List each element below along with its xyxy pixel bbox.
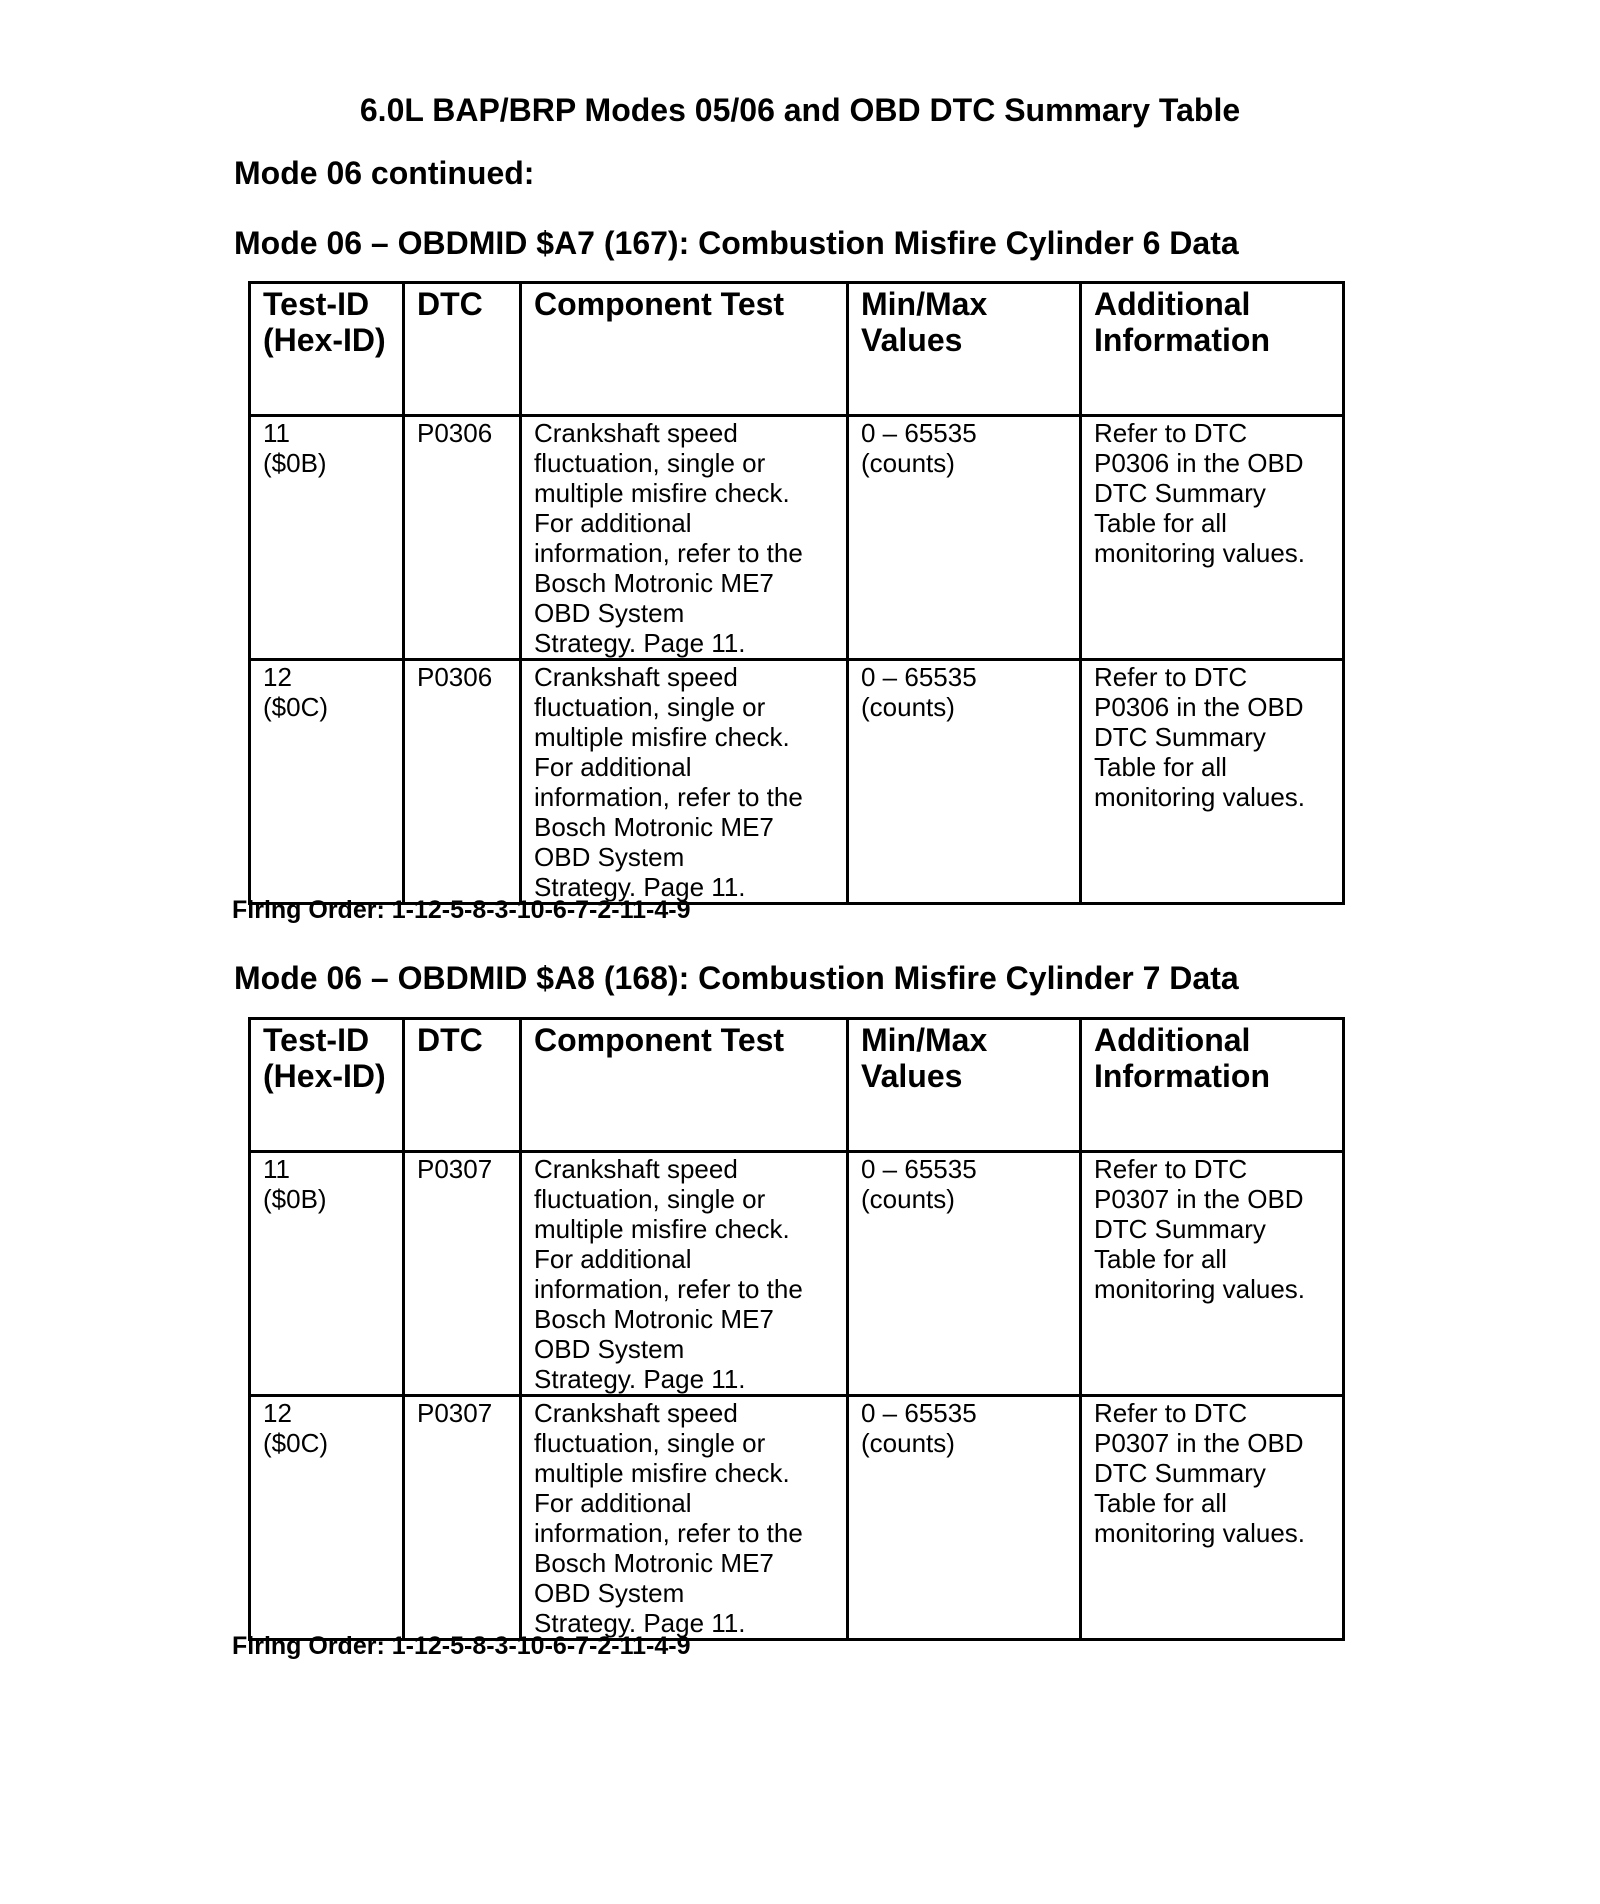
table-row <box>250 660 1344 904</box>
table-cell: 0 – 65535 (counts) <box>848 1396 1081 1640</box>
table-cell: P0307 <box>404 1396 521 1640</box>
table-cell: 11 ($0B) <box>250 1152 404 1396</box>
subheading: Mode 06 continued: <box>234 155 535 191</box>
table-cell: Crankshaft speed fluctuation, single or multiple misfire check. For additional information, refer to the Bosch Motronic ME7 OBD System Strategy. Page 11. <box>521 416 848 660</box>
column-header: DTC <box>404 1019 521 1152</box>
column-header: Min/Max Values <box>848 283 1081 416</box>
dtc-table <box>248 281 1345 905</box>
table-cell: Crankshaft speed fluctuation, single or multiple misfire check. For additional information, refer to the Bosch Motronic ME7 OBD System Strategy. Page 11. <box>521 660 848 904</box>
column-header: Min/Max Values <box>848 1019 1081 1152</box>
firing-order: Firing Order: 1-12-5-8-3-10-6-7-2-11-4-9 <box>232 896 691 924</box>
table-cell: Refer to DTC P0307 in the OBD DTC Summary Table for all monitoring values. <box>1081 1152 1344 1396</box>
column-header: DTC <box>404 283 521 416</box>
firing-order: Firing Order: 1-12-5-8-3-10-6-7-2-11-4-9 <box>232 1632 691 1660</box>
column-header: Additional Information <box>1081 1019 1344 1152</box>
table-cell: 0 – 65535 (counts) <box>848 416 1081 660</box>
column-header: Test-ID (Hex-ID) <box>250 283 404 416</box>
section-title: Mode 06 – OBDMID $A8 (168): Combustion Misfire Cylinder 7 Data <box>234 960 1239 996</box>
table-cell: 0 – 65535 (counts) <box>848 1152 1081 1396</box>
table-cell: 12 ($0C) <box>250 660 404 904</box>
column-header: Component Test <box>521 1019 848 1152</box>
table-cell: 11 ($0B) <box>250 416 404 660</box>
table-cell: Crankshaft speed fluctuation, single or multiple misfire check. For additional information, refer to the Bosch Motronic ME7 OBD System Strategy. Page 11. <box>521 1396 848 1640</box>
table-cell: 12 ($0C) <box>250 1396 404 1640</box>
document-title: 6.0L BAP/BRP Modes 05/06 and OBD DTC Summary Table <box>359 92 1241 128</box>
table-cell: P0306 <box>404 660 521 904</box>
column-header: Additional Information <box>1081 283 1344 416</box>
table-cell: Refer to DTC P0306 in the OBD DTC Summary Table for all monitoring values. <box>1081 416 1344 660</box>
column-header: Component Test <box>521 283 848 416</box>
table-row <box>250 416 1344 660</box>
table-header-row <box>250 1019 1344 1152</box>
table-cell: Refer to DTC P0306 in the OBD DTC Summary Table for all monitoring values. <box>1081 660 1344 904</box>
table-cell: 0 – 65535 (counts) <box>848 660 1081 904</box>
table-cell: Crankshaft speed fluctuation, single or multiple misfire check. For additional information, refer to the Bosch Motronic ME7 OBD System Strategy. Page 11. <box>521 1152 848 1396</box>
table-cell: Refer to DTC P0307 in the OBD DTC Summary Table for all monitoring values. <box>1081 1396 1344 1640</box>
dtc-table <box>248 1017 1345 1641</box>
column-header: Test-ID (Hex-ID) <box>250 1019 404 1152</box>
table-row <box>250 1152 1344 1396</box>
section-title: Mode 06 – OBDMID $A7 (167): Combustion Misfire Cylinder 6 Data <box>234 225 1239 261</box>
table-row <box>250 1396 1344 1640</box>
table-cell: P0307 <box>404 1152 521 1396</box>
table-cell: P0306 <box>404 416 521 660</box>
table-header-row <box>250 283 1344 416</box>
